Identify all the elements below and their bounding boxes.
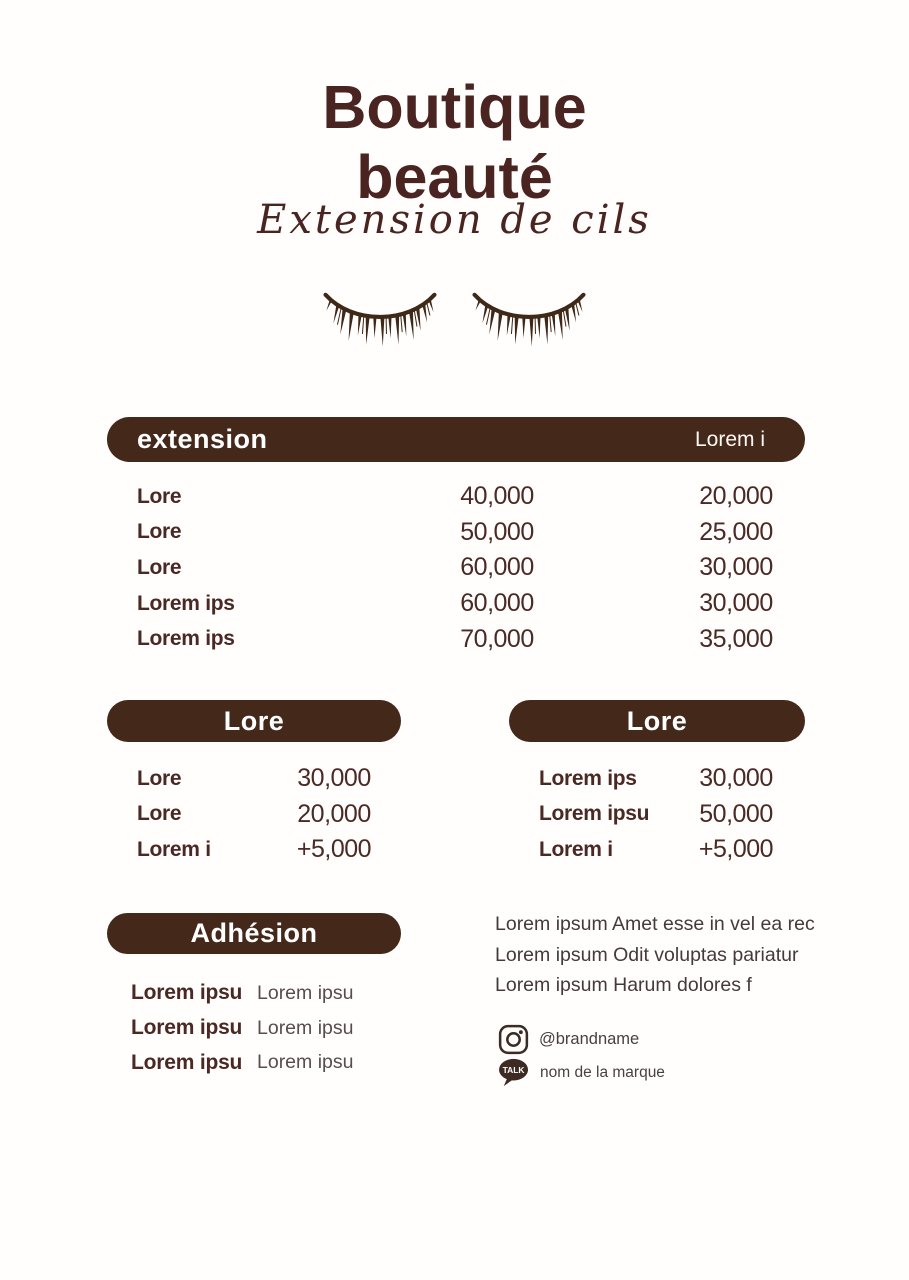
instagram-row — [498, 1024, 665, 1055]
left-section-header — [107, 700, 401, 742]
table-row — [107, 479, 805, 515]
adhesion-section-header — [107, 913, 401, 954]
table-row — [107, 1011, 401, 1046]
kakao-talk-icon — [498, 1058, 530, 1087]
row-value: Lorem ipsu — [257, 981, 354, 1004]
table-row — [107, 515, 805, 551]
row-price-2: 30,000 — [699, 553, 773, 582]
row-price-1: 60,000 — [460, 553, 534, 582]
table-row — [107, 832, 401, 868]
table-row — [107, 1045, 401, 1080]
left-price-table — [107, 761, 401, 868]
info-line: Lorem ipsum Amet esse in vel ea rec — [495, 913, 815, 935]
table-row — [509, 832, 805, 868]
table-row — [509, 761, 805, 797]
row-label: Lorem ipsu — [131, 981, 243, 1005]
left-eyelash-icon — [319, 280, 441, 352]
row-price: 30,000 — [699, 764, 773, 793]
row-value: Lorem ipsu — [257, 1016, 354, 1039]
row-price-2: 20,000 — [699, 482, 773, 511]
extension-section — [107, 417, 805, 657]
table-row — [107, 550, 805, 586]
brand-header — [0, 72, 909, 242]
table-row — [509, 797, 805, 833]
table-row — [107, 976, 401, 1011]
extension-section-right-label: Lorem i — [694, 427, 765, 451]
kakao-brand-name: nom de la marque — [540, 1063, 665, 1081]
adhesion-section-title: Adhésion — [190, 918, 318, 948]
row-price-1: 40,000 — [460, 482, 534, 511]
row-price: 20,000 — [297, 799, 371, 828]
row-price-2: 30,000 — [699, 589, 773, 618]
table-row — [107, 586, 805, 622]
row-label: Lorem ipsu — [131, 1050, 243, 1074]
info-block — [495, 909, 845, 1001]
right-price-section — [509, 700, 805, 868]
kakao-icon-label: TALK — [502, 1064, 525, 1075]
row-label: Lore — [137, 555, 182, 579]
row-label: Lorem i — [137, 837, 211, 861]
info-line: Lorem ipsum Harum dolores f — [495, 974, 752, 997]
right-section-title: Lore — [626, 705, 688, 736]
left-section-title: Lore — [223, 705, 285, 736]
left-price-section — [107, 700, 401, 868]
row-price-1: 70,000 — [460, 624, 534, 653]
brand-title-line1: Boutique — [322, 73, 587, 141]
instagram-handle: @brandname — [539, 1030, 640, 1048]
row-price-1: 60,000 — [460, 589, 534, 618]
row-label: Lorem ipsu — [539, 802, 650, 826]
table-row — [107, 621, 805, 657]
right-price-table — [509, 761, 805, 868]
row-price-2: 25,000 — [699, 517, 773, 546]
row-label: Lore — [137, 766, 182, 790]
row-price: +5,000 — [698, 835, 774, 864]
row-label: Lorem ips — [137, 591, 235, 615]
brand-subtitle: Extension de cils — [257, 197, 652, 243]
info-line: Lorem ipsum Odit voluptas pariatur — [495, 943, 799, 966]
extension-price-table — [107, 479, 805, 657]
sub-sections — [107, 700, 805, 868]
table-row — [107, 797, 401, 833]
social-links — [498, 1024, 665, 1090]
row-price: 30,000 — [297, 764, 371, 793]
row-label: Lore — [137, 520, 182, 544]
row-label: Lore — [137, 802, 182, 826]
extension-section-title: extension — [137, 424, 268, 454]
row-price: 50,000 — [699, 799, 773, 828]
row-label: Lorem ipsu — [131, 1016, 243, 1040]
row-label: Lore — [137, 484, 182, 508]
kakao-row — [498, 1058, 665, 1087]
row-price: +5,000 — [296, 835, 372, 864]
row-price-2: 35,000 — [699, 624, 773, 653]
right-eyelash-icon — [468, 280, 590, 352]
row-value: Lorem ipsu — [257, 1051, 354, 1074]
row-label: Lorem i — [539, 837, 613, 861]
eyelash-illustrations — [0, 280, 909, 352]
instagram-icon — [498, 1024, 529, 1055]
brand-title-line2: beauté — [356, 143, 553, 211]
right-section-header — [509, 700, 805, 742]
table-row — [107, 761, 401, 797]
extension-section-header — [107, 417, 805, 462]
row-price-1: 50,000 — [460, 517, 534, 546]
adhesion-table — [107, 976, 401, 1080]
adhesion-section — [107, 913, 401, 1080]
row-label: Lorem ips — [539, 766, 637, 790]
row-label: Lorem ips — [137, 627, 235, 651]
